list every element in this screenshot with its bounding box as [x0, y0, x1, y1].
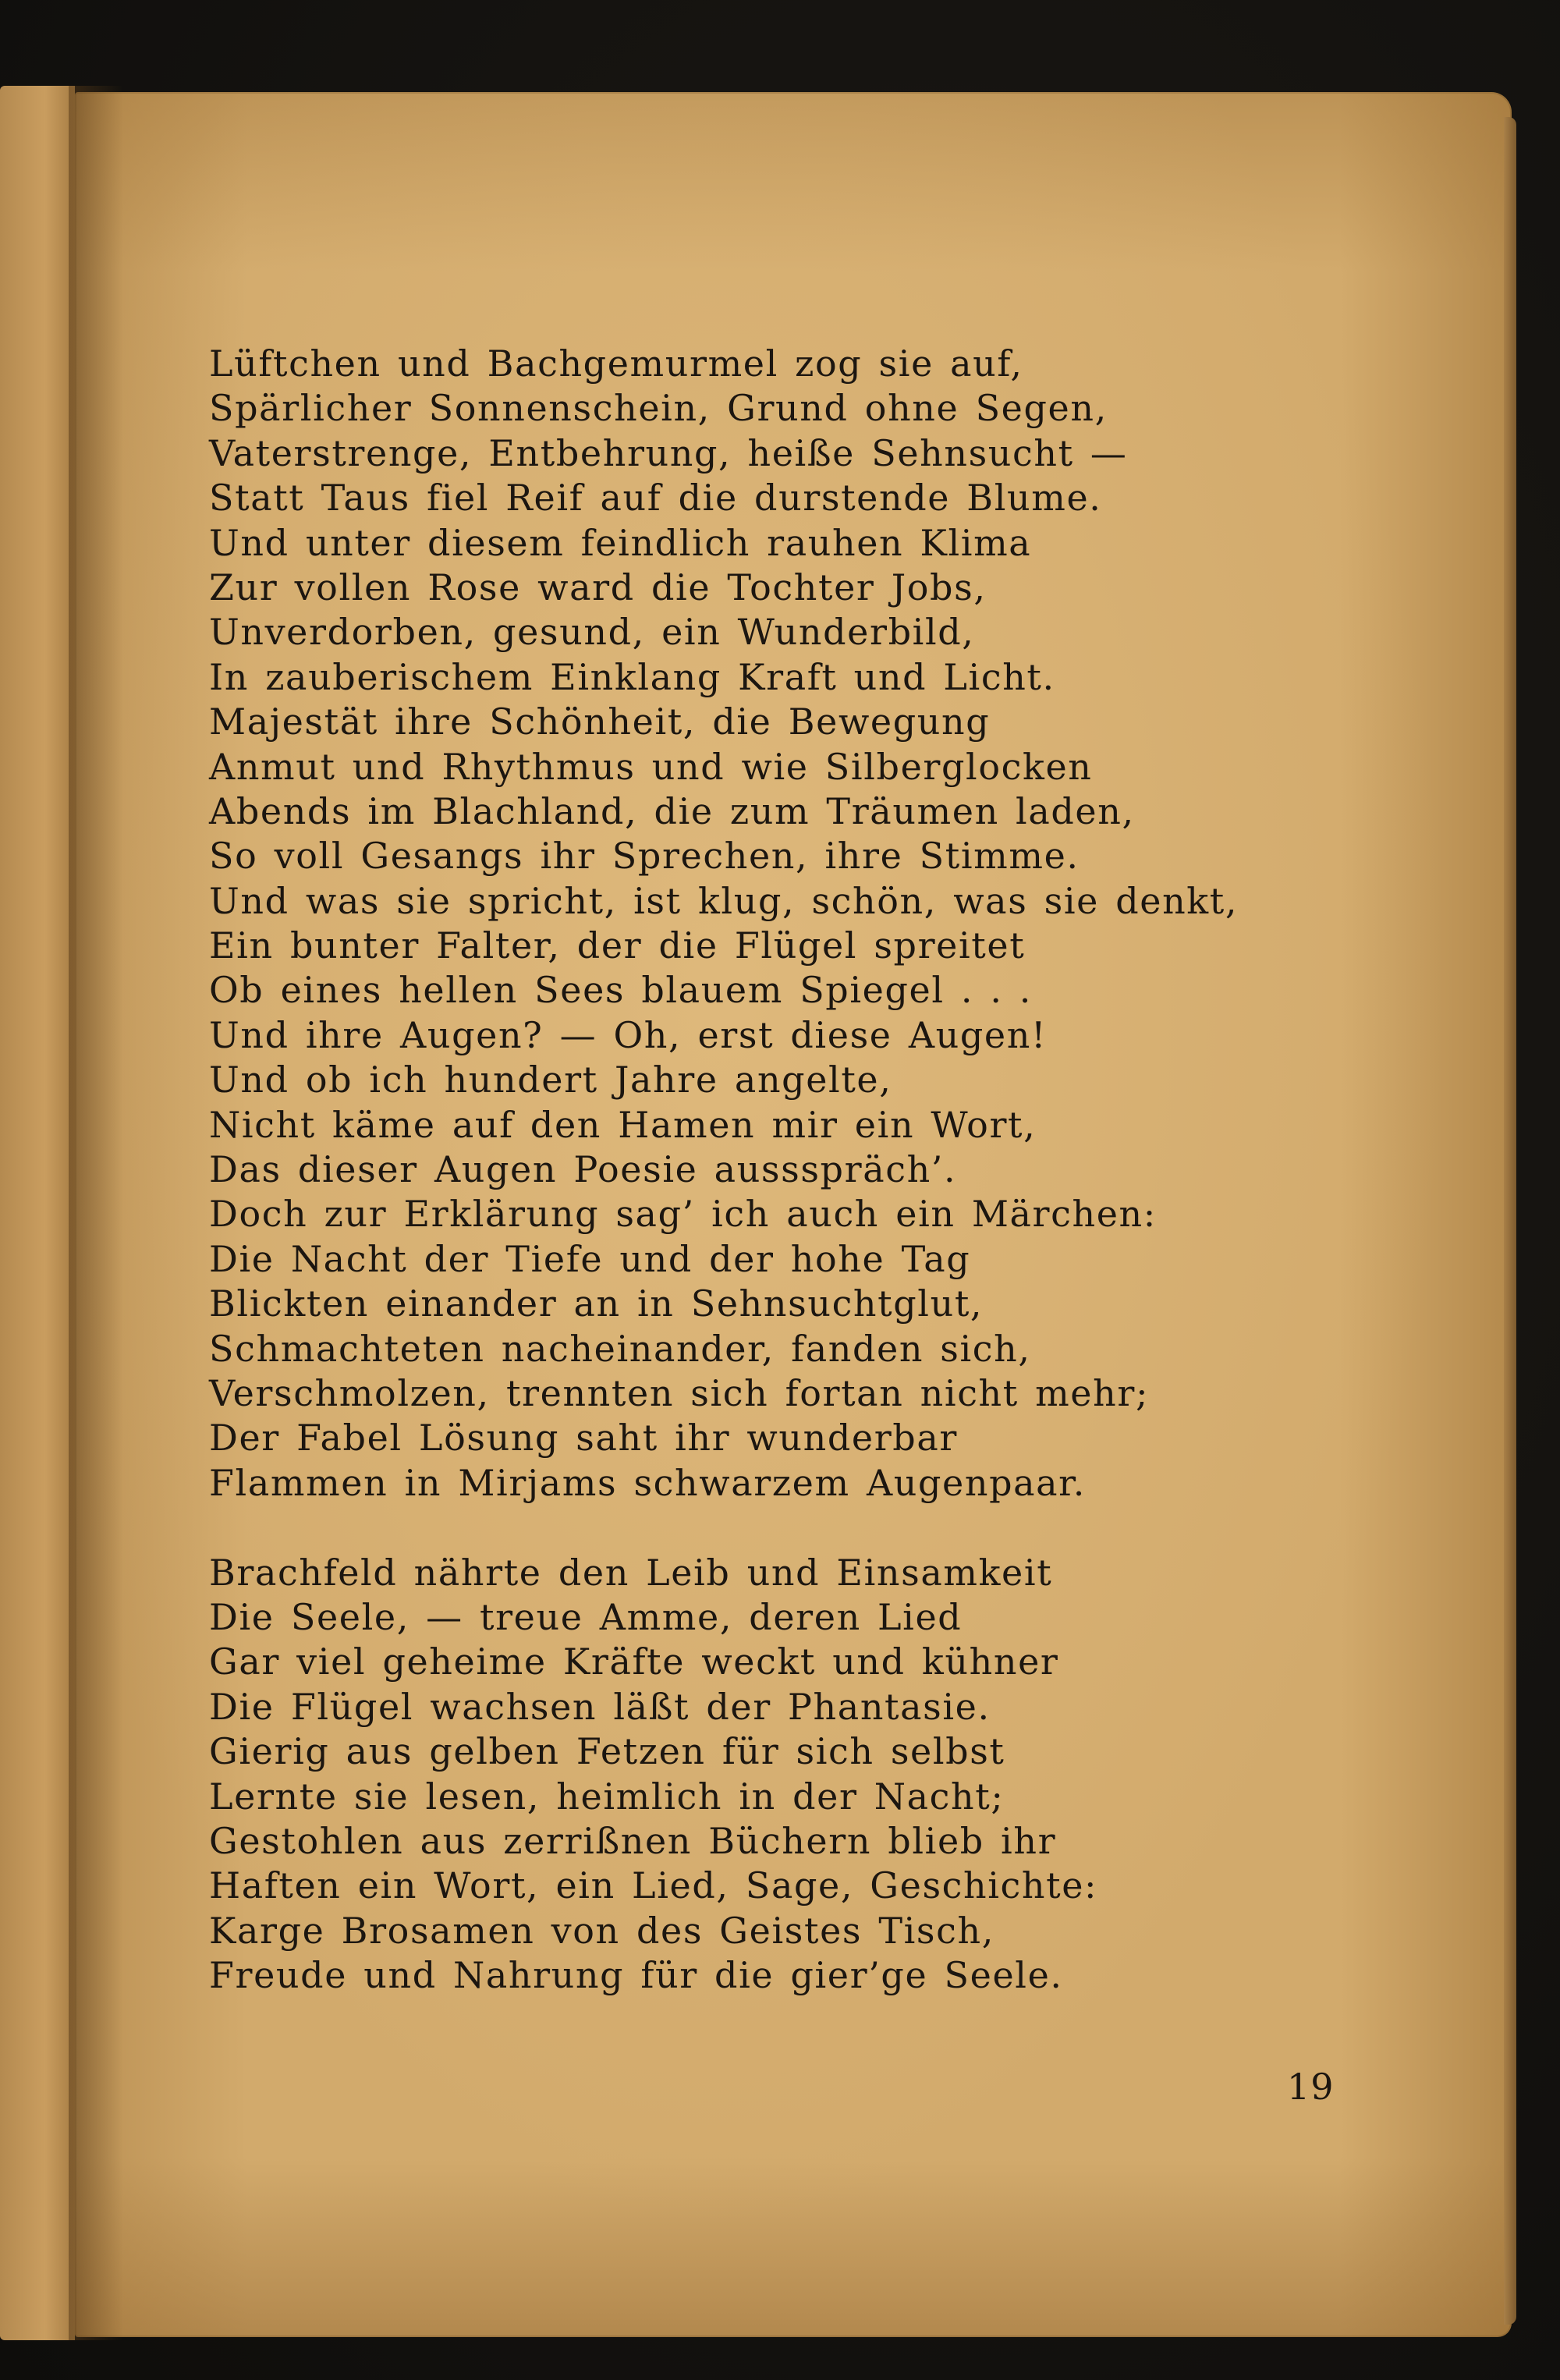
verse-line: Anmut und Rhythmus und wie Silberglocken [209, 745, 1093, 788]
verse-line: Und was sie spricht, ist klug, schön, was sie denkt, [209, 879, 1239, 922]
verse-line: Nicht käme auf den Hamen mir ein Wort, [209, 1103, 1037, 1146]
verse-line: Haften ein Wort, ein Lied, Sage, Geschichte: [209, 1864, 1098, 1907]
verse-line: Und ihre Augen? — Oh, erst diese Augen! [209, 1013, 1048, 1056]
verse-line: Doch zur Erklärung sag’ ich auch ein Märchen: [209, 1193, 1157, 1236]
verse-line: Lernte sie lesen, heimlich in der Nacht; [209, 1775, 1005, 1818]
verse-line: Gierig aus gelben Fetzen für sich selbst [209, 1730, 1005, 1773]
verse-line: Freude und Nahrung für die gier’ge Seele. [209, 1954, 1063, 1997]
verse-line: Flammen in Mirjams schwarzem Augenpaar. [209, 1461, 1086, 1504]
verse-line: Und ob ich hundert Jahre angelte, [209, 1059, 892, 1101]
verse-line: Karge Brosamen von des Geistes Tisch, [209, 1909, 994, 1952]
verse-line: Majestät ihre Schönheit, die Bewegung [209, 701, 991, 743]
verse-line: Die Seele, — treue Amme, deren Lied [209, 1595, 963, 1638]
verse-line: Ob eines hellen Sees blauem Spiegel . . . [209, 969, 1033, 1012]
verse-line: Vaterstrenge, Entbehrung, heiße Sehnsucht — [209, 431, 1128, 474]
verse-line: Blickten einander an in Sehnsuchtglut, [209, 1282, 984, 1325]
verse-line: Das dieser Augen Poesie aussspräch’. [209, 1148, 957, 1191]
poem-text [209, 342, 1317, 1998]
verse-line: So voll Gesangs ihr Sprechen, ihre Stimme. [209, 835, 1080, 878]
verse-line: Brachfeld nährte den Leib und Einsamkeit [209, 1551, 1053, 1594]
verse-line: Gar viel geheime Kräfte weckt und kühner [209, 1640, 1059, 1683]
verse-line: Schmachteten nacheinander, fanden sich, [209, 1327, 1031, 1370]
previous-page-edge [0, 86, 75, 2340]
verse-line: Der Fabel Lösung saht ihr wunderbar [209, 1417, 958, 1460]
verse-line: In zauberischem Einklang Kraft und Licht. [209, 655, 1055, 698]
verse-line: Die Nacht der Tiefe und der hohe Tag [209, 1237, 971, 1280]
stanza-break [209, 1506, 1317, 1550]
verse-line: Zur vollen Rose ward die Tochter Jobs, [209, 566, 987, 608]
page-number: 19 [1287, 2066, 1335, 2108]
verse-line: Statt Taus fiel Reif auf die durstende Blume. [209, 477, 1102, 520]
spine-shadow [69, 86, 123, 2340]
verse-line: Abends im Blachland, die zum Träumen laden, [209, 789, 1135, 832]
verse-line: Verschmolzen, trennten sich fortan nicht mehr; [209, 1371, 1150, 1414]
verse-line: Ein bunter Falter, der die Flügel spreitet [209, 924, 1026, 967]
verse-line: Gestohlen aus zerrißnen Büchern blieb ihr [209, 1819, 1057, 1862]
verse-line: Lüftchen und Bachgemurmel zog sie auf, [209, 342, 1023, 385]
page-right-edge [1504, 117, 1516, 2325]
verse-line: Spärlicher Sonnenschein, Grund ohne Segen, [209, 387, 1108, 430]
verse-line: Und unter diesem feindlich rauhen Klima [209, 521, 1032, 564]
verse-line: Die Flügel wachsen läßt der Phantasie. [209, 1685, 991, 1728]
verse-line: Unverdorben, gesund, ein Wunderbild, [209, 611, 975, 654]
